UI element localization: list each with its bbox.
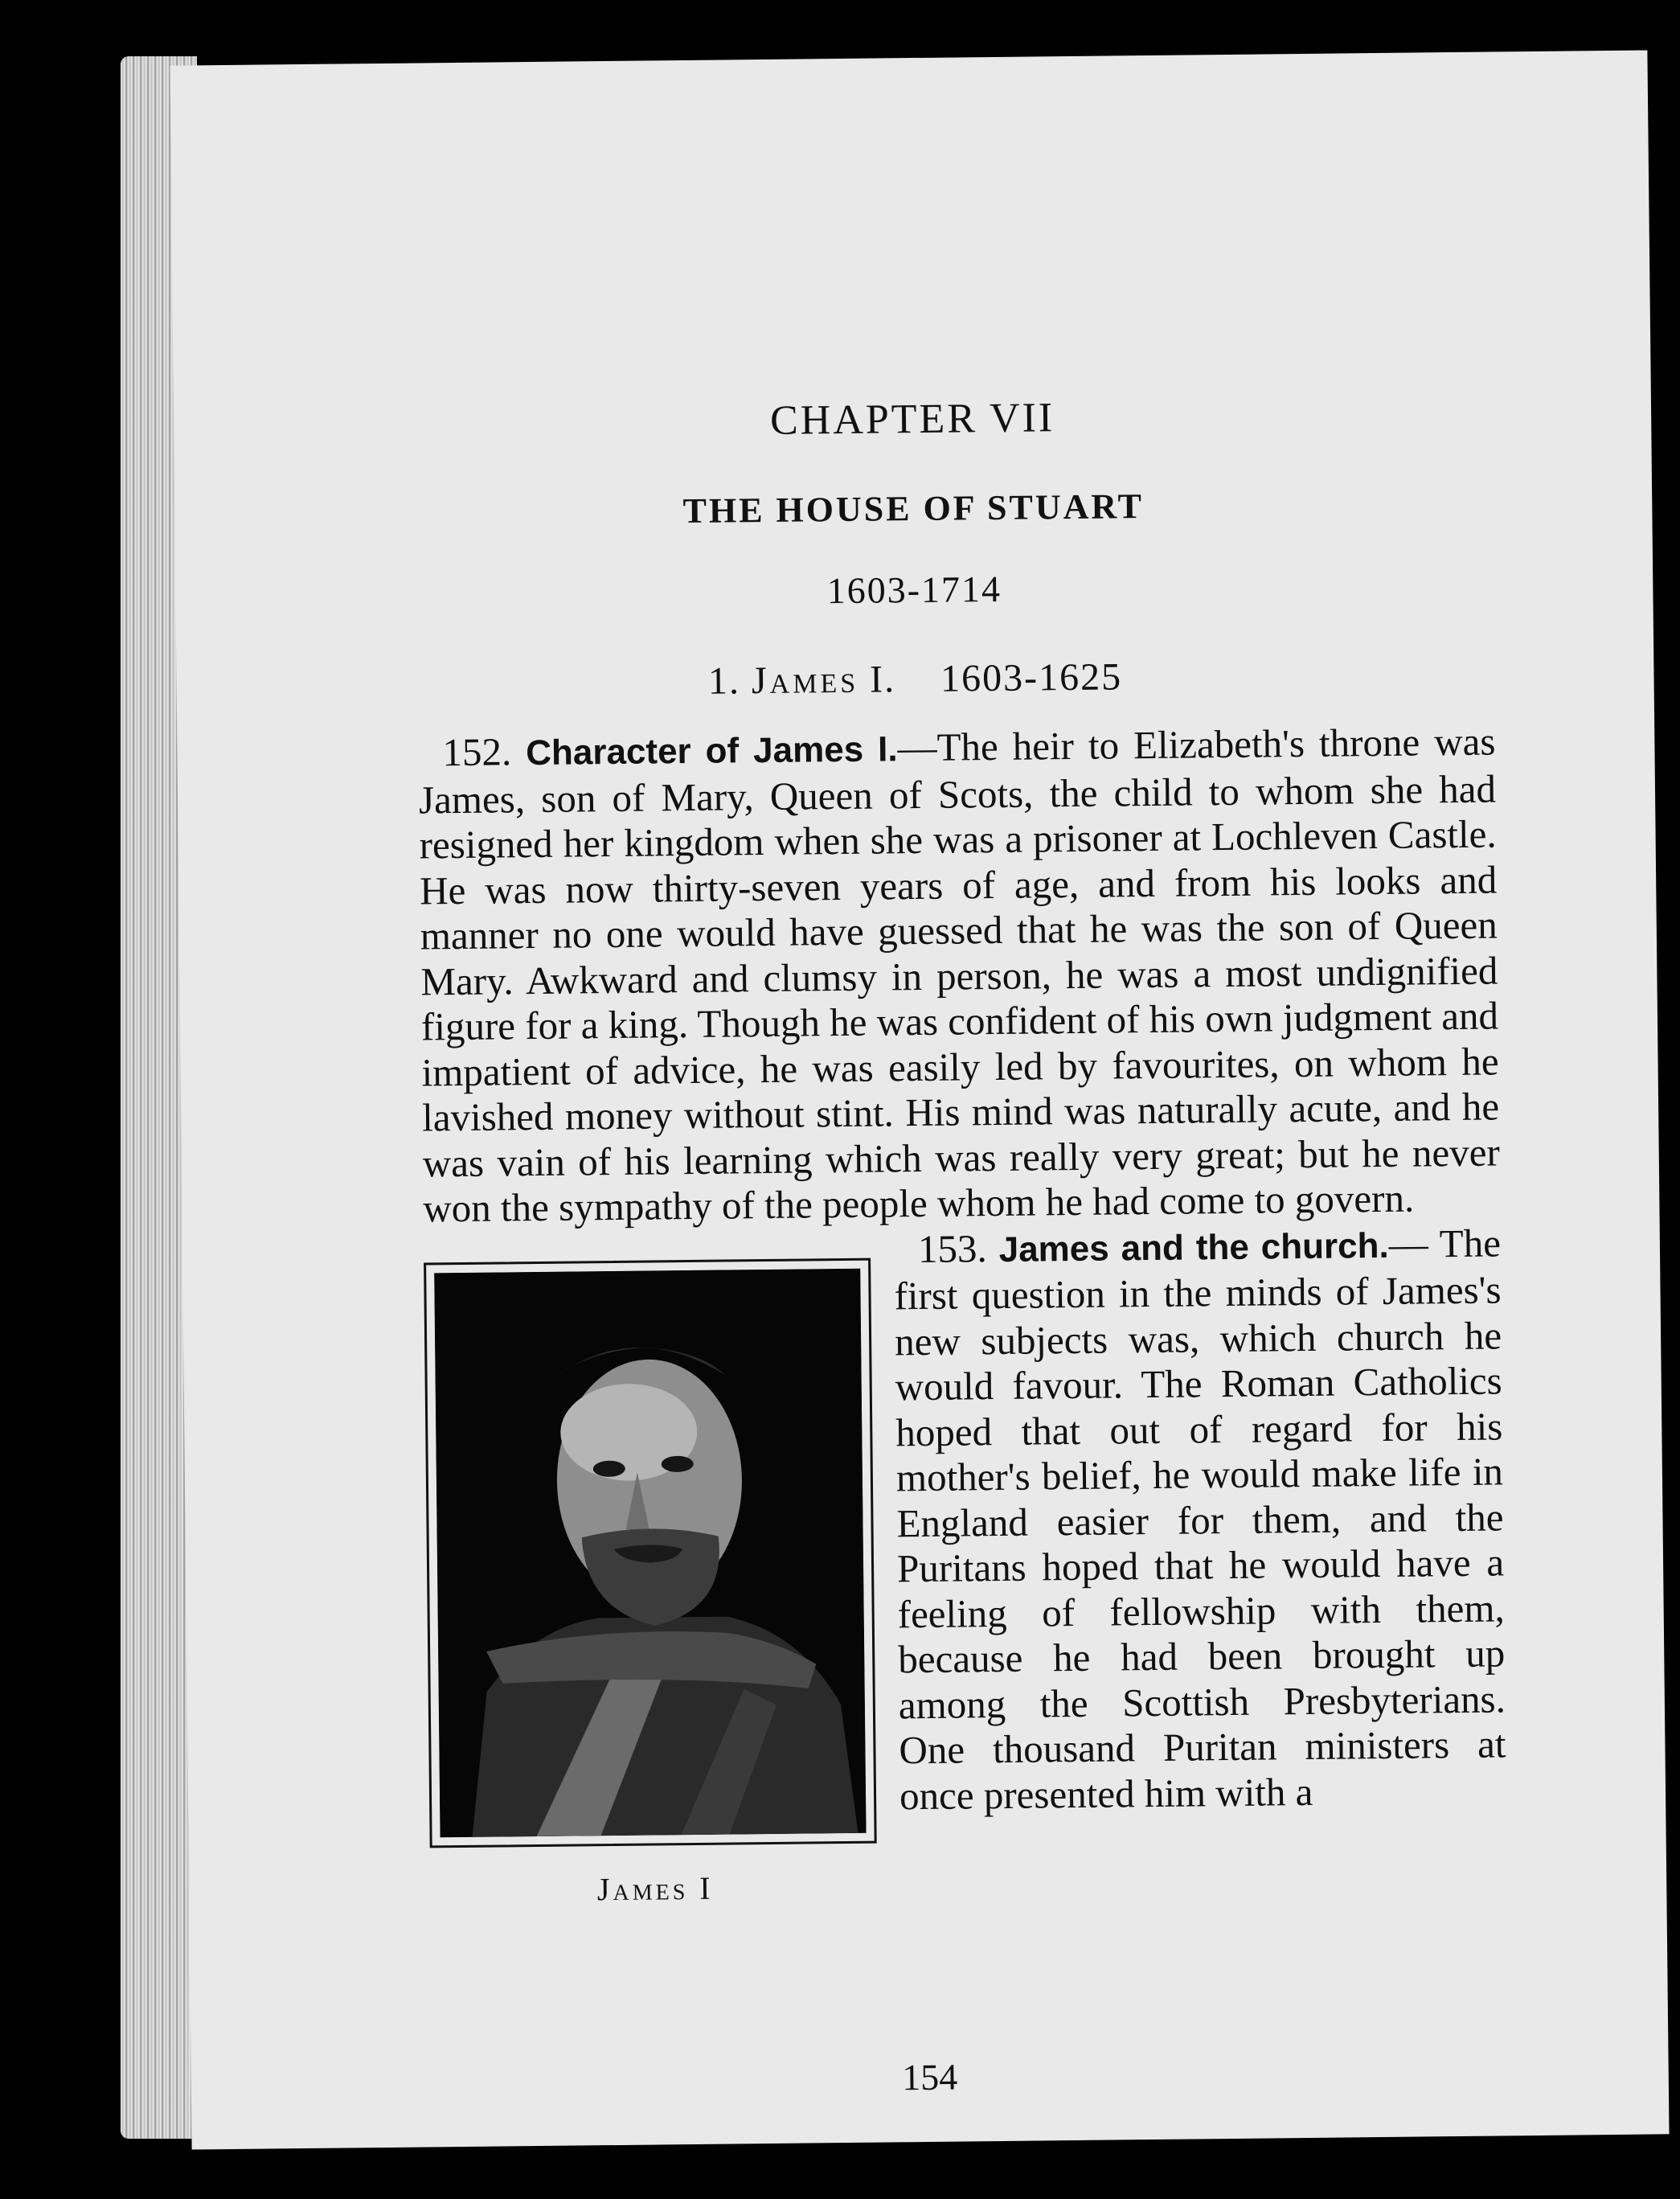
paragraph-number: 152. [442, 729, 512, 775]
portrait-illustration [434, 1268, 866, 1837]
paragraph-text: —The heir to Elizabeth's throne was James, son of Mary, Queen of Scots, the child to whom she had resigned her kingdom when she was a prisoner at Lochleven Castle. He was now thirty-seven years of age, and from his looks and manner no one would have guessed that he was the son of Queen Mary. Awkward and clumsy in person, he was a most undignified figure for a king. Though he was confident of his own judgment and impatient of advice, he was easily led by favourites, on whom he lavished money without stint. His mind was naturally acute, and he was vain of his learning which was really very great; but he never won the sympathy of the people whom he had come to govern. [418, 719, 1501, 1231]
chapter-heading: CHAPTER VII [769, 395, 1055, 444]
portrait-caption [430, 1864, 881, 1914]
paragraph-152 [418, 719, 1500, 1231]
section-dates: 1603-1625 [940, 655, 1123, 700]
paragraph-heading: James and the church. [998, 1225, 1389, 1270]
chapter-years: 1603-1714 [826, 568, 1002, 612]
section-name: James [751, 658, 859, 703]
section-numeral: I. [869, 658, 896, 701]
paragraph-number: 153. [917, 1225, 987, 1271]
section-number: 1. [707, 659, 741, 703]
portrait-frame [424, 1257, 877, 1848]
page-number: 154 [901, 2056, 958, 2098]
caption-text: James I [596, 1869, 714, 1907]
portrait-figure [424, 1257, 880, 1915]
portrait-image [434, 1268, 866, 1837]
section-heading [176, 649, 1653, 708]
body-text [418, 719, 1507, 1914]
book-page [170, 50, 1669, 2149]
paragraph-heading: Character of James I. [525, 729, 898, 773]
paragraph-text: — The first question in the minds of James's new subjects was, which church he would favour. The Roman Catholics hoped that out of regard for his mother's belief, he would make life in England easier for them, and the Puritans hoped that he would have a feeling of fellowship with them, because he had been brought up among the Scottish Presbyterians. One thousand Puritan ministers at once presented him with a [894, 1220, 1506, 1818]
chapter-title: THE HOUSE OF STUART [682, 486, 1145, 531]
